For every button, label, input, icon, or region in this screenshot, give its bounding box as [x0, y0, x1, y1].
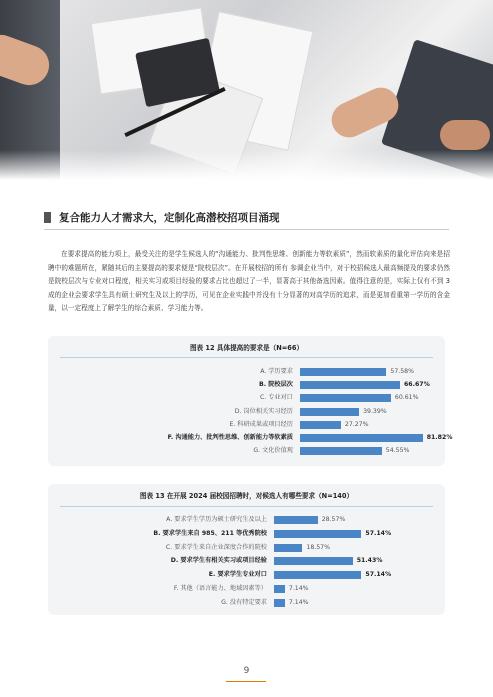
value-label: 7.14% — [288, 585, 309, 592]
chart-card-12 — [48, 336, 453, 466]
chart-row — [48, 543, 445, 553]
bar — [300, 447, 382, 455]
category-label: A. 要求学生学历为硕士研究生及以上 — [166, 516, 267, 523]
bar — [274, 544, 302, 552]
category-label: E. 要求学生专业对口 — [208, 571, 267, 579]
bar — [274, 530, 361, 538]
value-label: 28.57% — [321, 516, 346, 523]
value-label: 57.14% — [365, 529, 392, 537]
chart-row — [48, 584, 445, 594]
chart-row — [48, 598, 445, 608]
bar — [300, 368, 386, 376]
value-label: 18.57% — [306, 543, 330, 551]
chart-row — [48, 393, 445, 403]
chart-divider — [60, 506, 433, 507]
chart-title: 图表 13 在开展 2024 届校园招聘时，对候选人有哪些要求（N=140） — [139, 492, 354, 500]
category-label: G. 文化价值观 — [253, 447, 293, 455]
chart-divider — [60, 357, 433, 358]
bar — [274, 516, 318, 524]
section-heading — [44, 208, 280, 226]
value-label: 57.58% — [390, 368, 414, 375]
category-label: C. 专业对口 — [259, 394, 293, 402]
body-paragraph: 在要求提高的能力项上，最受关注的是学生候选人的“沟通能力、批判性思维、创新能力等软素质”，然而软素质的量化评估向来是招聘中的难题所在，紧随其后的主要提高的要求便是“院校层次”。在开展校招的所有 参调企业当中，对于校招候选人最高频提及的要求仍然是院校层次与专业对口程度，相关实习或项目经验的要求占比也超过了一半，显著高于其他备选因素。值得注意的是，实际上仅有不到 3 成的企业会要求学生具有硕士研究生及以上的学历，可见在企业实践中并没有十分显著的对高学历的追求，而是更加看重第一学历的含金量，以一定程度上了解学生的综合素质、学习能力等。 — [48, 250, 450, 312]
page-number-rule — [226, 681, 266, 682]
category-label: D. 要求学生有相关实习或项目经验 — [170, 557, 267, 565]
value-label: 66.67% — [404, 381, 430, 389]
value-label: 60.61% — [394, 394, 419, 402]
section-title: 复合能力人才需求大，定制化高潜校招项目涌现 — [59, 211, 280, 224]
chart-card-13 — [48, 484, 445, 615]
bar — [274, 557, 353, 565]
chart-row — [48, 407, 445, 417]
category-label: F. 沟通能力、批判性思维、创新能力等软素质 — [167, 434, 293, 441]
category-label: B. 要求学生来自 985、211 等优秀院校 — [153, 529, 267, 537]
value-label: 27.27% — [344, 420, 369, 428]
chart-row — [48, 420, 445, 430]
value-label: 81.82% — [426, 434, 453, 441]
value-label: 7.14% — [288, 598, 309, 606]
chart-row — [48, 529, 445, 539]
photo-fade — [0, 150, 493, 180]
heading-rule — [44, 229, 449, 230]
category-label: B. 院校层次 — [259, 381, 293, 389]
chart-row — [48, 380, 445, 390]
heading-marker — [44, 212, 51, 223]
chart-row — [48, 570, 445, 580]
bar — [300, 381, 400, 389]
value-label: 39.39% — [363, 407, 387, 415]
category-label: C. 要求学生来自企业深度合作的院校 — [165, 543, 267, 551]
value-label: 54.55% — [385, 447, 410, 455]
chart-row — [48, 515, 445, 525]
chart-title: 图表 12 具体提高的要求是（N=66） — [189, 344, 304, 352]
chart-row — [48, 367, 445, 377]
header-photo — [0, 0, 493, 180]
bar — [274, 585, 285, 593]
bar — [300, 421, 341, 429]
bar — [274, 571, 361, 579]
category-label: E. 科研成果或项目经历 — [229, 420, 293, 428]
page-number: 9 — [243, 666, 250, 676]
category-label: F. 其他（语言能力、地域因素等） — [173, 585, 267, 592]
photo-hand — [440, 120, 490, 150]
chart-row — [48, 433, 453, 443]
bar — [300, 408, 359, 416]
category-label: D. 岗位相关实习经历 — [234, 407, 293, 415]
category-label: A. 学历要求 — [260, 368, 293, 375]
value-label: 51.43% — [356, 557, 383, 565]
category-label: G. 没有特定要求 — [221, 598, 267, 606]
bar — [274, 599, 285, 607]
value-label: 57.14% — [365, 571, 392, 579]
bar — [300, 394, 391, 402]
chart-row — [48, 556, 445, 566]
chart-row — [48, 446, 445, 456]
bar — [300, 434, 423, 442]
